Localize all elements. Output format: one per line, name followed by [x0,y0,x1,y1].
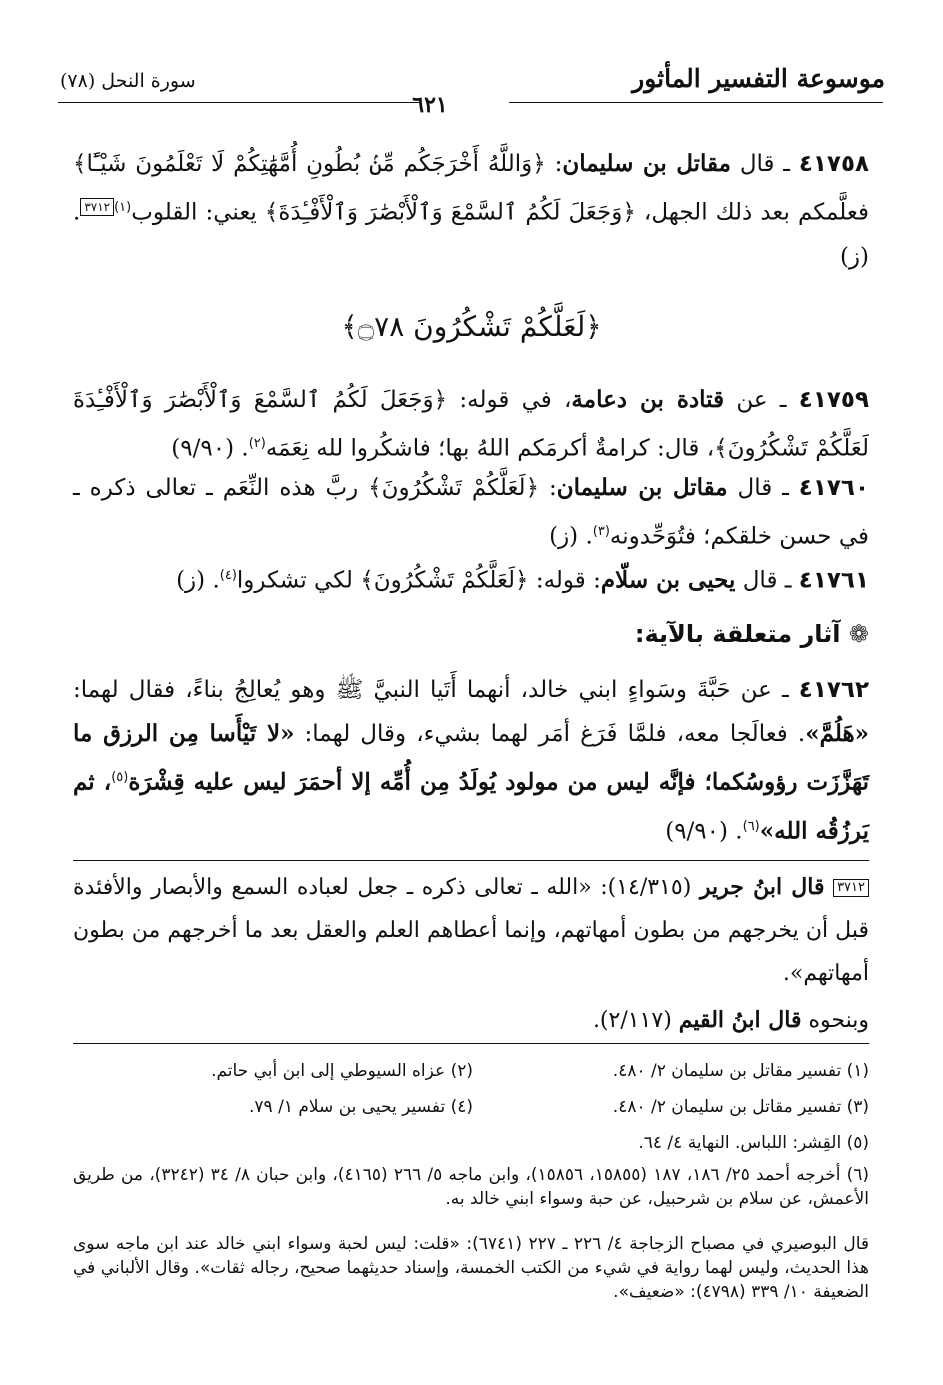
entry-source-tag: . (ز) [73,199,869,270]
entry-text: يعني: القلوب [131,199,265,226]
commentary-ref-box[interactable]: ٣٧١٢ [80,198,114,216]
entry-intro: ـ قال [739,151,791,177]
entry-text: لكي تشكروا [236,567,361,594]
entry-source-tag: . (٩/٩٠) [171,435,249,462]
header-rule-right [509,102,883,103]
entry-text: ، قال: كرامةٌ أكرمَكم اللهُ بها؛ فاشكُروا لله نِعَمَه [265,435,715,462]
entry-41759 [73,378,869,471]
footnote-4: (٤) تفسير يحيى بن سلام ١/ ٧٩. [249,1097,473,1117]
quran-verse: ﴿لَعَلَّكُمْ تَشْكُرُونَ﴾ [360,567,529,594]
surah-title: سورة النحل (٧٨) [60,70,196,92]
narrator-name: مقاتل بن سليمان [562,150,732,177]
hadith-quote: ، ثم يَرزُقُه الله» [73,768,869,845]
entry-41760 [73,466,869,559]
quran-verse: ﴿وَجَعَلَ لَكُمُ ٱلسَّمْعَ وَٱلْأَبْصَٰرَ وَٱلْأَفْـِٔدَةَ﴾ [264,199,636,226]
entry-text: : قوله: [528,567,601,594]
footnote-2: (٢) عزاه السيوطي إلى ابن أبي حاتم. [211,1061,473,1081]
quran-verse: ﴿وَجَعَلَ لَكُمُ ٱلسَّمْعَ وَٱلْأَبْصَٰرَ وَٱلْأَفْـِٔدَةَ لَعَلَّكُمْ تَشْكُرُونَ﴾ [73,387,869,462]
entry-source-tag: . (٩/٩٠) [665,818,743,845]
commentary-text: وبنحوه [801,1008,869,1033]
footnote-6: (٦) أخرجه أحمد ٢٥/ ١٨٦، ١٨٧ (١٥٨٥٥، ١٥٨٥٦)، وابن ماجه ٥/ ٢٦٦ (٤١٦٥)، وابن حبان ٨/ ٣٤ (٣٢٤٢)، من طريق الأعمش، عن سلام بن شرحبيل، عن حبة وسواء ابني خالد به. [73,1165,870,1209]
footnote-ref[interactable]: (٦) [742,818,760,834]
entry-number: ٤١٧٦١ [798,567,869,594]
entry-text: فعلَّمكم بعد ذلك الجهل، [635,199,869,226]
commentary-text: (٢/١١٧). [592,1008,679,1033]
entry-source-tag: . (ز) [176,567,220,594]
book-title: موسوعة التفسير المأثور [632,64,885,93]
entry-source-tag: . (ز) [549,523,593,550]
entry-41761 [73,554,869,603]
entry-41758 [73,142,869,279]
entry-number: ٤١٧٥٨ [798,151,870,177]
commentator-name: قال ابنُ القيم [678,1007,802,1033]
quran-verse: ﴿لَعَلَّكُمْ تَشْكُرُونَ﴾ [368,475,540,501]
commentary-divider [73,860,869,861]
commentator-name: قال ابنُ جرير [699,874,825,900]
footnote-ref[interactable]: (٢) [248,436,266,451]
footnote-ref[interactable]: (٥) [111,770,129,785]
quran-verse: ﴿وَاللَّهُ أَخْرَجَكُم مِّنۢ بُطُونِ أُمَّهَٰتِكُمْ لَا تَعْلَمُونَ شَيْـًٔا﴾ [73,151,546,177]
entry-text: : [539,475,557,501]
verse-heading: ﴿لَعَلَّكُمْ تَشْكُرُونَ ۝٧٨﴾ [341,310,602,343]
entry-intro: ـ قال [737,475,789,501]
footnote-3: (٣) تفسير مقاتل بن سليمان ٢/ ٤٨٠. [612,1097,869,1117]
commentary-text: (١٤/٣١٥): «الله ـ تعالى ذكره ـ جعل لعباده السمع والأبصار والأفئدة قبل أن يخرجهم من بطون أمهاتهم، وإنما أعطاهم العلم والعقل بعد ما أخرجهم من بطون أمهاتهم». [73,875,869,986]
hadith-quote: «هَلُمَّ» [805,720,869,747]
flower-ornament-icon: ❁ [848,620,869,648]
narrator-name: قتادة بن دعامة [571,386,725,413]
footnote-ref[interactable]: (١) [114,200,132,215]
footnote-6-note: قال البوصيري في مصباح الزجاجة ٤/ ٢٢٦ ـ ٢٢٧ (٦٧٤١): «قلت: ليس لحبة وسواء ابني خالد عند ابن ماجه سوى هذا الحديث، وليس لهما رواية في شيء من الكتب الخمسة، وإسناد حديثهما صحيح، رجاله ثقات». وقال الألباني في الضعيفة ١٠/ ٣٣٩ (٤٧٩٨): «ضعيف». [73,1234,869,1302]
entry-number: ٤١٧٥٩ [798,387,869,413]
section-heading [73,620,869,648]
entry-intro: ـ عن [736,387,787,413]
entry-intro: ـ قال [742,567,792,594]
entry-text: . فعالَجا معه، فلمَّا فَرَغ أمَر لهما بشيء، وقال لهما: [294,721,806,747]
page-number: ٦٢١ [412,92,448,118]
commentary-similar [73,1000,869,1041]
entry-number: ٤١٧٦٢ [798,677,869,703]
footnote-ref[interactable]: (٣) [592,524,610,539]
footnote-ref[interactable]: (٤) [219,568,237,583]
entry-text: ربَّ هذه النِّعَم ـ تعالى ذكره ـ في حسن خلقكم؛ فتُوَحِّدونه [73,475,869,550]
entry-text: ـ عن حَبَّةَ وسَواءٍ ابني خالد، أنهما أَتَيا النبيَّ ﷺ وهو يُعالِجُ بناءً، فقال لهما: [73,677,789,703]
footnote-1: (١) تفسير مقاتل بن سليمان ٢/ ٤٨٠. [612,1061,869,1081]
narrator-name: مقاتل بن سليمان [556,474,728,501]
entry-41762 [73,668,869,853]
narrator-name: يحيى بن سلّام [600,566,736,594]
entry-number: ٤١٧٦٠ [798,475,869,501]
commentary-number-box: ٣٧١٢ [833,879,869,897]
hadith-quote: «لا تَيْأَسا مِن الرزق ما تَهَزَّزَت رؤوسُكما؛ فإنَّه ليس من مولود يُولَدُ مِن أُمِّه إلا أحمَرَ ليس عليه قِشْرَة [73,720,869,796]
entry-text: ، في قوله: [447,387,572,413]
commentary-block [73,866,869,995]
footnote-5: (٥) القِشر: اللباس. النهاية ٤/ ٦٤. [638,1133,869,1153]
section-title: آثار متعلقة بالآية: [634,620,841,648]
footnotes-divider [73,1043,869,1044]
entry-text: : [545,151,563,177]
